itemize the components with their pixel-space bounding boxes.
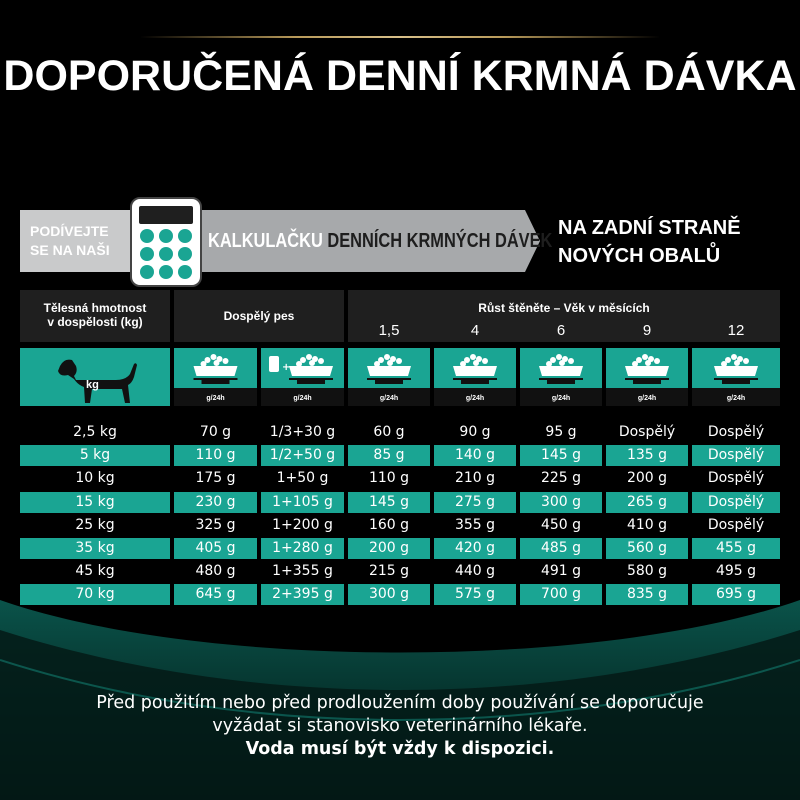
table-row — [20, 492, 780, 513]
banner-see-line1: PODÍVEJTE — [30, 223, 109, 239]
table-row — [20, 538, 780, 559]
bowl-icon-cell — [174, 348, 257, 406]
header-adult-label: Dospělý pes — [223, 309, 295, 323]
dose-cell: 210 g — [454, 470, 496, 487]
banner-see-line2: SE NA NAŠI — [30, 242, 110, 258]
dose-cell: 1+355 g — [272, 563, 333, 580]
dog-icon-cell — [20, 348, 170, 406]
bowl-icon-cell — [261, 348, 344, 406]
month-label: 4 — [470, 322, 480, 339]
header-adult — [174, 290, 344, 342]
table-row — [20, 584, 780, 605]
weight-cell: 25 kg — [75, 516, 115, 533]
back-line2: NOVÝCH OBALŮ — [558, 245, 721, 267]
food-bowl-icon — [261, 348, 344, 406]
dose-cell: 230 g — [174, 492, 257, 513]
dose-cell: 491 g — [540, 563, 582, 580]
dose-cell: 95 g — [545, 424, 577, 440]
dose-cell: Dospělý — [707, 516, 765, 533]
bowl-unit-label: g/24h — [206, 395, 225, 402]
table-row — [20, 468, 780, 489]
dose-cell: 575 g — [434, 584, 516, 605]
dose-cell: 355 g — [454, 516, 496, 533]
dose-cell: Dospělý — [618, 424, 676, 440]
weight-cell: 5 kg — [20, 445, 170, 466]
dose-cell: 1+105 g — [261, 492, 344, 513]
dose-cell: 1+200 g — [272, 516, 333, 533]
dose-cell: 455 g — [692, 538, 780, 559]
dose-cell: 70 g — [199, 424, 232, 440]
calc-word2: DENNÍCH KRMNÝCH DÁVEK — [327, 230, 553, 252]
bowl-icon-cell — [520, 348, 602, 406]
calculator-title — [208, 230, 552, 253]
dose-cell: Dospělý — [707, 470, 765, 487]
bowl-unit-label: g/24h — [726, 395, 746, 402]
dose-cell: 420 g — [434, 538, 516, 559]
dose-cell: 645 g — [174, 584, 257, 605]
dose-cell: 300 g — [348, 584, 430, 605]
bowl-icon-cell — [434, 348, 516, 406]
dose-cell: 225 g — [540, 470, 582, 487]
table-row — [20, 422, 780, 443]
dose-cell: 485 g — [520, 538, 602, 559]
month-label: 12 — [727, 322, 745, 339]
dose-cell: 2+395 g — [261, 584, 344, 605]
top-gold-line — [140, 36, 660, 38]
bowl-unit-label: g/24h — [293, 395, 312, 402]
calculator-icon — [127, 194, 205, 290]
weight-cell: 35 kg — [20, 538, 170, 559]
dose-cell: 200 g — [626, 470, 668, 487]
bowl-unit-label: g/24h — [379, 395, 399, 402]
header-growth-label: Růst štěněte – Věk v měsících — [478, 301, 650, 315]
dose-cell: 700 g — [520, 584, 602, 605]
bowl-unit-label: g/24h — [551, 395, 571, 402]
svg-text:+: + — [282, 362, 291, 373]
footer-note — [0, 692, 800, 761]
dose-cell: 325 g — [195, 516, 236, 533]
dose-cell: 1+50 g — [276, 470, 329, 487]
dog-icon — [20, 348, 170, 406]
bowl-unit-label: g/24h — [637, 395, 657, 402]
dose-cell: 835 g — [606, 584, 688, 605]
food-bowl-icon — [520, 348, 602, 406]
weight-cell: 70 kg — [20, 584, 170, 605]
weight-cell: 10 kg — [75, 470, 115, 487]
bowl-unit-label: g/24h — [465, 395, 485, 402]
dose-cell: 1/2+50 g — [261, 445, 344, 466]
dose-cell: 300 g — [520, 492, 602, 513]
month-label: 9 — [642, 322, 652, 339]
food-bowl-icon — [606, 348, 688, 406]
dose-cell: 495 g — [715, 563, 757, 580]
dose-cell: 405 g — [174, 538, 257, 559]
food-bowl-icon — [348, 348, 430, 406]
dose-cell: 410 g — [626, 516, 668, 533]
dose-cell: 560 g — [606, 538, 688, 559]
bowl-icon-cell — [606, 348, 688, 406]
header-weight — [20, 290, 170, 342]
header-weight-line1: Tělesná hmotnost — [43, 301, 147, 315]
table-row — [20, 515, 780, 536]
dose-cell: 480 g — [195, 563, 236, 580]
dose-cell: 215 g — [368, 563, 410, 580]
footer-line1: Před použitím nebo před prodloužením doby používání se doporučuje — [96, 693, 704, 713]
back-line1: NA ZADNÍ STRANĚ — [558, 217, 741, 239]
dose-cell: Dospělý — [692, 445, 780, 466]
table-row — [20, 561, 780, 582]
dose-cell: 110 g — [368, 470, 410, 487]
dose-cell: 145 g — [520, 445, 602, 466]
calc-word1: KALKULAČKU — [208, 230, 323, 252]
dose-cell: 175 g — [195, 470, 236, 487]
dose-cell: 90 g — [459, 424, 491, 440]
dose-cell: 140 g — [434, 445, 516, 466]
dose-cell: 1+280 g — [261, 538, 344, 559]
month-label: 1,5 — [378, 322, 400, 339]
food-bowl-icon — [692, 348, 780, 406]
weight-cell: 15 kg — [20, 492, 170, 513]
dose-cell: 1/3+30 g — [269, 424, 336, 440]
footer-line2: vyžádat si stanovisko veterinárního lékaře. — [212, 716, 588, 736]
dose-cell: 85 g — [348, 445, 430, 466]
dose-cell: 275 g — [434, 492, 516, 513]
dose-cell: 160 g — [368, 516, 410, 533]
food-bowl-icon — [174, 348, 257, 406]
dose-cell: 110 g — [174, 445, 257, 466]
dose-cell: 135 g — [606, 445, 688, 466]
bowl-icon-cell — [348, 348, 430, 406]
page-title: DOPORUČENÁ DENNÍ KRMNÁ DÁVKA — [3, 52, 797, 100]
bowl-icon-cell — [692, 348, 780, 406]
dose-cell: 200 g — [348, 538, 430, 559]
weight-cell: 2,5 kg — [73, 424, 117, 440]
dose-cell: 580 g — [626, 563, 668, 580]
weight-cell: 45 kg — [75, 563, 115, 580]
back-side-text — [558, 214, 741, 270]
dog-kg-label: kg — [86, 379, 99, 391]
dose-cell: 60 g — [373, 424, 405, 440]
dose-cell: 440 g — [454, 563, 496, 580]
dose-cell: Dospělý — [692, 492, 780, 513]
dose-cell: 145 g — [348, 492, 430, 513]
table-row — [20, 445, 780, 466]
footer-water-note: Voda musí být vždy k dispozici. — [245, 739, 555, 759]
dose-cell: 695 g — [692, 584, 780, 605]
header-weight-line2: v dospělosti (kg) — [47, 315, 143, 329]
dose-cell: 265 g — [606, 492, 688, 513]
month-label: 6 — [556, 322, 566, 339]
dose-cell: Dospělý — [707, 424, 765, 440]
food-bowl-icon — [434, 348, 516, 406]
dose-cell: 450 g — [540, 516, 582, 533]
